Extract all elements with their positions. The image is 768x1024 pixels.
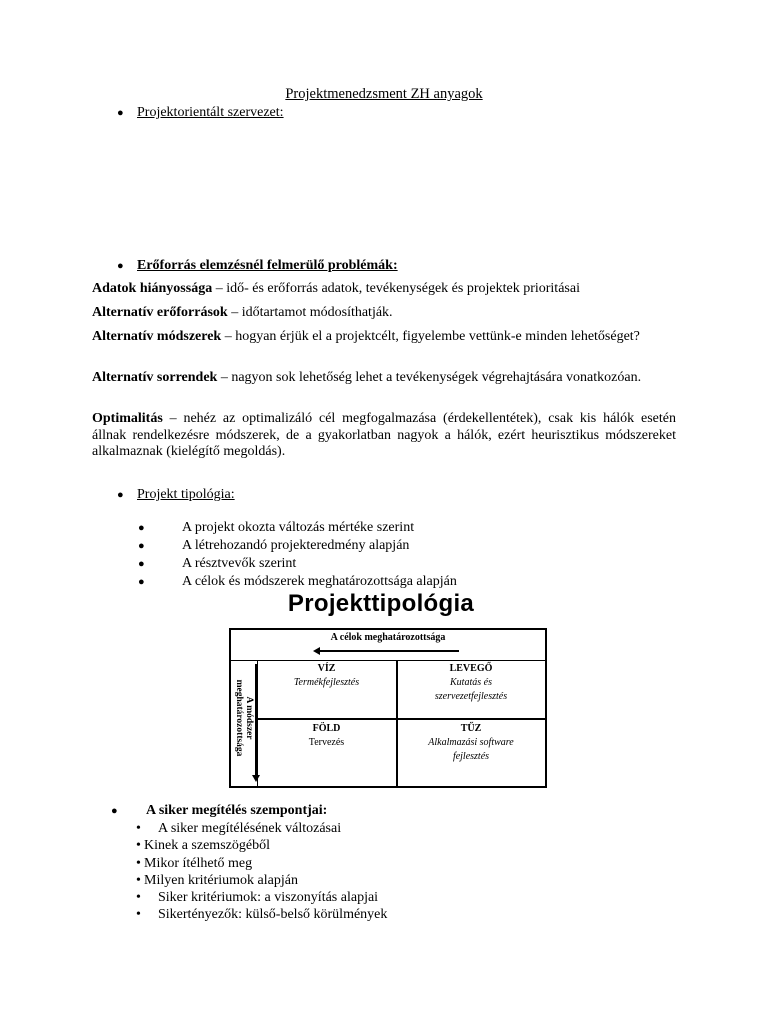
- bullet-icon: ●: [138, 540, 145, 552]
- top-axis: [231, 630, 545, 661]
- top-axis-label: A célok meghatározottsága: [330, 632, 446, 643]
- bullet-icon: ●: [111, 805, 118, 817]
- bullet-icon: ●: [117, 107, 124, 119]
- section-label: Projekt tipológia:: [137, 487, 235, 502]
- matrix-cell-tuz: [397, 722, 545, 764]
- bullet-icon: •: [136, 838, 141, 854]
- section-label: A siker megítélés szempontjai:: [146, 803, 328, 818]
- bullet-icon: •: [136, 821, 141, 836]
- list-item-text: A célok és módszerek meghatározottsága alapján: [182, 574, 457, 589]
- list-item: [136, 906, 387, 923]
- cell-text: Kutatás és: [450, 677, 492, 688]
- cell-text: Termékfejlesztés: [293, 677, 360, 688]
- term: Adatok hiányossága: [92, 281, 213, 296]
- matrix-cell-levego: [397, 662, 545, 704]
- bullet-eroforras: [117, 257, 398, 275]
- list-item: [136, 889, 387, 906]
- list-item: [136, 855, 387, 872]
- bullet-icon: ●: [117, 260, 124, 272]
- bullet-icon: •: [136, 872, 141, 888]
- side-axis: [231, 660, 257, 786]
- list-item-text: A projekt okozta változás mértéke szerint: [182, 520, 415, 535]
- page-title: Projektmenedzsment ZH anyagok: [285, 86, 483, 102]
- cell-heading: FÖLD: [312, 723, 341, 734]
- bullet-icon: •: [136, 855, 141, 871]
- cell-text: fejlesztés: [452, 751, 490, 762]
- cell-heading: VÍZ: [317, 663, 336, 674]
- list-item-text: A résztvevők szerint: [182, 556, 297, 571]
- paragraph: [92, 411, 676, 461]
- bullet-icon: •: [136, 907, 141, 923]
- list-item: [136, 820, 387, 837]
- list-item-text: Sikertényezők: külső-belső körülmények: [158, 907, 388, 923]
- term: Optimalitás: [92, 411, 163, 426]
- section-label: Erőforrás elemzésnél felmerülő problémák:: [137, 258, 398, 273]
- list-item: [138, 537, 457, 555]
- description: – időtartamot módosíthatják.: [227, 305, 393, 320]
- list-item-text: Mikor ítélhető meg: [144, 855, 253, 871]
- cell-text: Tervezés: [308, 737, 345, 748]
- list-item-text: Siker kritériumok: a viszonyítás alapjai: [158, 890, 379, 906]
- figure-title: Projekttipológia: [287, 590, 475, 617]
- term: Alternatív sorrendek: [92, 370, 218, 385]
- list-item-text: Kinek a szemszögéből: [144, 838, 270, 854]
- term: Alternatív erőforrások: [92, 305, 228, 320]
- divider: [257, 718, 545, 720]
- paragraph: [92, 281, 676, 298]
- section-label: Projektorientált szervezet:: [137, 105, 284, 120]
- description: – nehéz az optimalizáló cél megfogalmazása (érdekellentétek), csak kis hálók esetén állnak rendelkezésre módszerek, de a gyakorlatban nagyok a hálók, ezért heurisztikus módszereket alkalmaznak (kielégítő megoldás).: [92, 411, 676, 459]
- cell-heading: LEVEGŐ: [449, 663, 493, 674]
- side-axis-line2: meghatározottsága: [234, 679, 244, 757]
- bullet-icon: ●: [138, 558, 145, 570]
- bullet-projektorientalt: [117, 104, 284, 122]
- figure-matrix: [229, 628, 547, 788]
- left-arrow-icon: [319, 650, 459, 652]
- matrix-cell-fold: [257, 722, 396, 750]
- cell-text: Alkalmazási software: [428, 737, 514, 748]
- bullet-icon: ●: [138, 576, 145, 588]
- list-item-text: Milyen kritériumok alapján: [144, 872, 298, 888]
- bullet-icon: ●: [138, 522, 145, 534]
- list-item: [138, 573, 457, 591]
- description: – hogyan érjük el a projektcélt, figyelembe vettünk-e minden lehetőséget?: [221, 329, 640, 344]
- list-item: [138, 519, 457, 537]
- side-axis-line1: A módszer: [244, 696, 254, 740]
- list-item: [138, 555, 457, 573]
- term: Alternatív módszerek: [92, 329, 222, 344]
- bullet-projekt-tipologia: [117, 486, 235, 504]
- description: – nagyon sok lehetőség lehet a tevékenységek végrehajtására vonatkozóan.: [217, 370, 642, 385]
- cell-text: szervezetfejlesztés: [434, 691, 508, 702]
- list-item: [136, 837, 387, 854]
- tipologia-list: [138, 519, 457, 591]
- bullet-icon: •: [136, 890, 141, 906]
- bullet-siker: [111, 802, 327, 820]
- siker-list: [136, 820, 387, 924]
- matrix-cell-viz: [257, 662, 396, 690]
- description: – idő- és erőforrás adatok, tevékenységek és projektek prioritásai: [212, 281, 580, 296]
- bullet-icon: ●: [117, 489, 124, 501]
- paragraph: [92, 329, 676, 346]
- side-axis-label: [234, 657, 254, 779]
- list-item-text: A siker megítélésének változásai: [158, 821, 342, 836]
- projekttipologia-figure: [207, 590, 555, 794]
- list-item-text: A létrehozandó projekteredmény alapján: [182, 538, 410, 553]
- list-item: [136, 872, 387, 889]
- paragraph: [92, 370, 676, 387]
- cell-heading: TŰZ: [460, 723, 482, 734]
- paragraph: [92, 305, 676, 322]
